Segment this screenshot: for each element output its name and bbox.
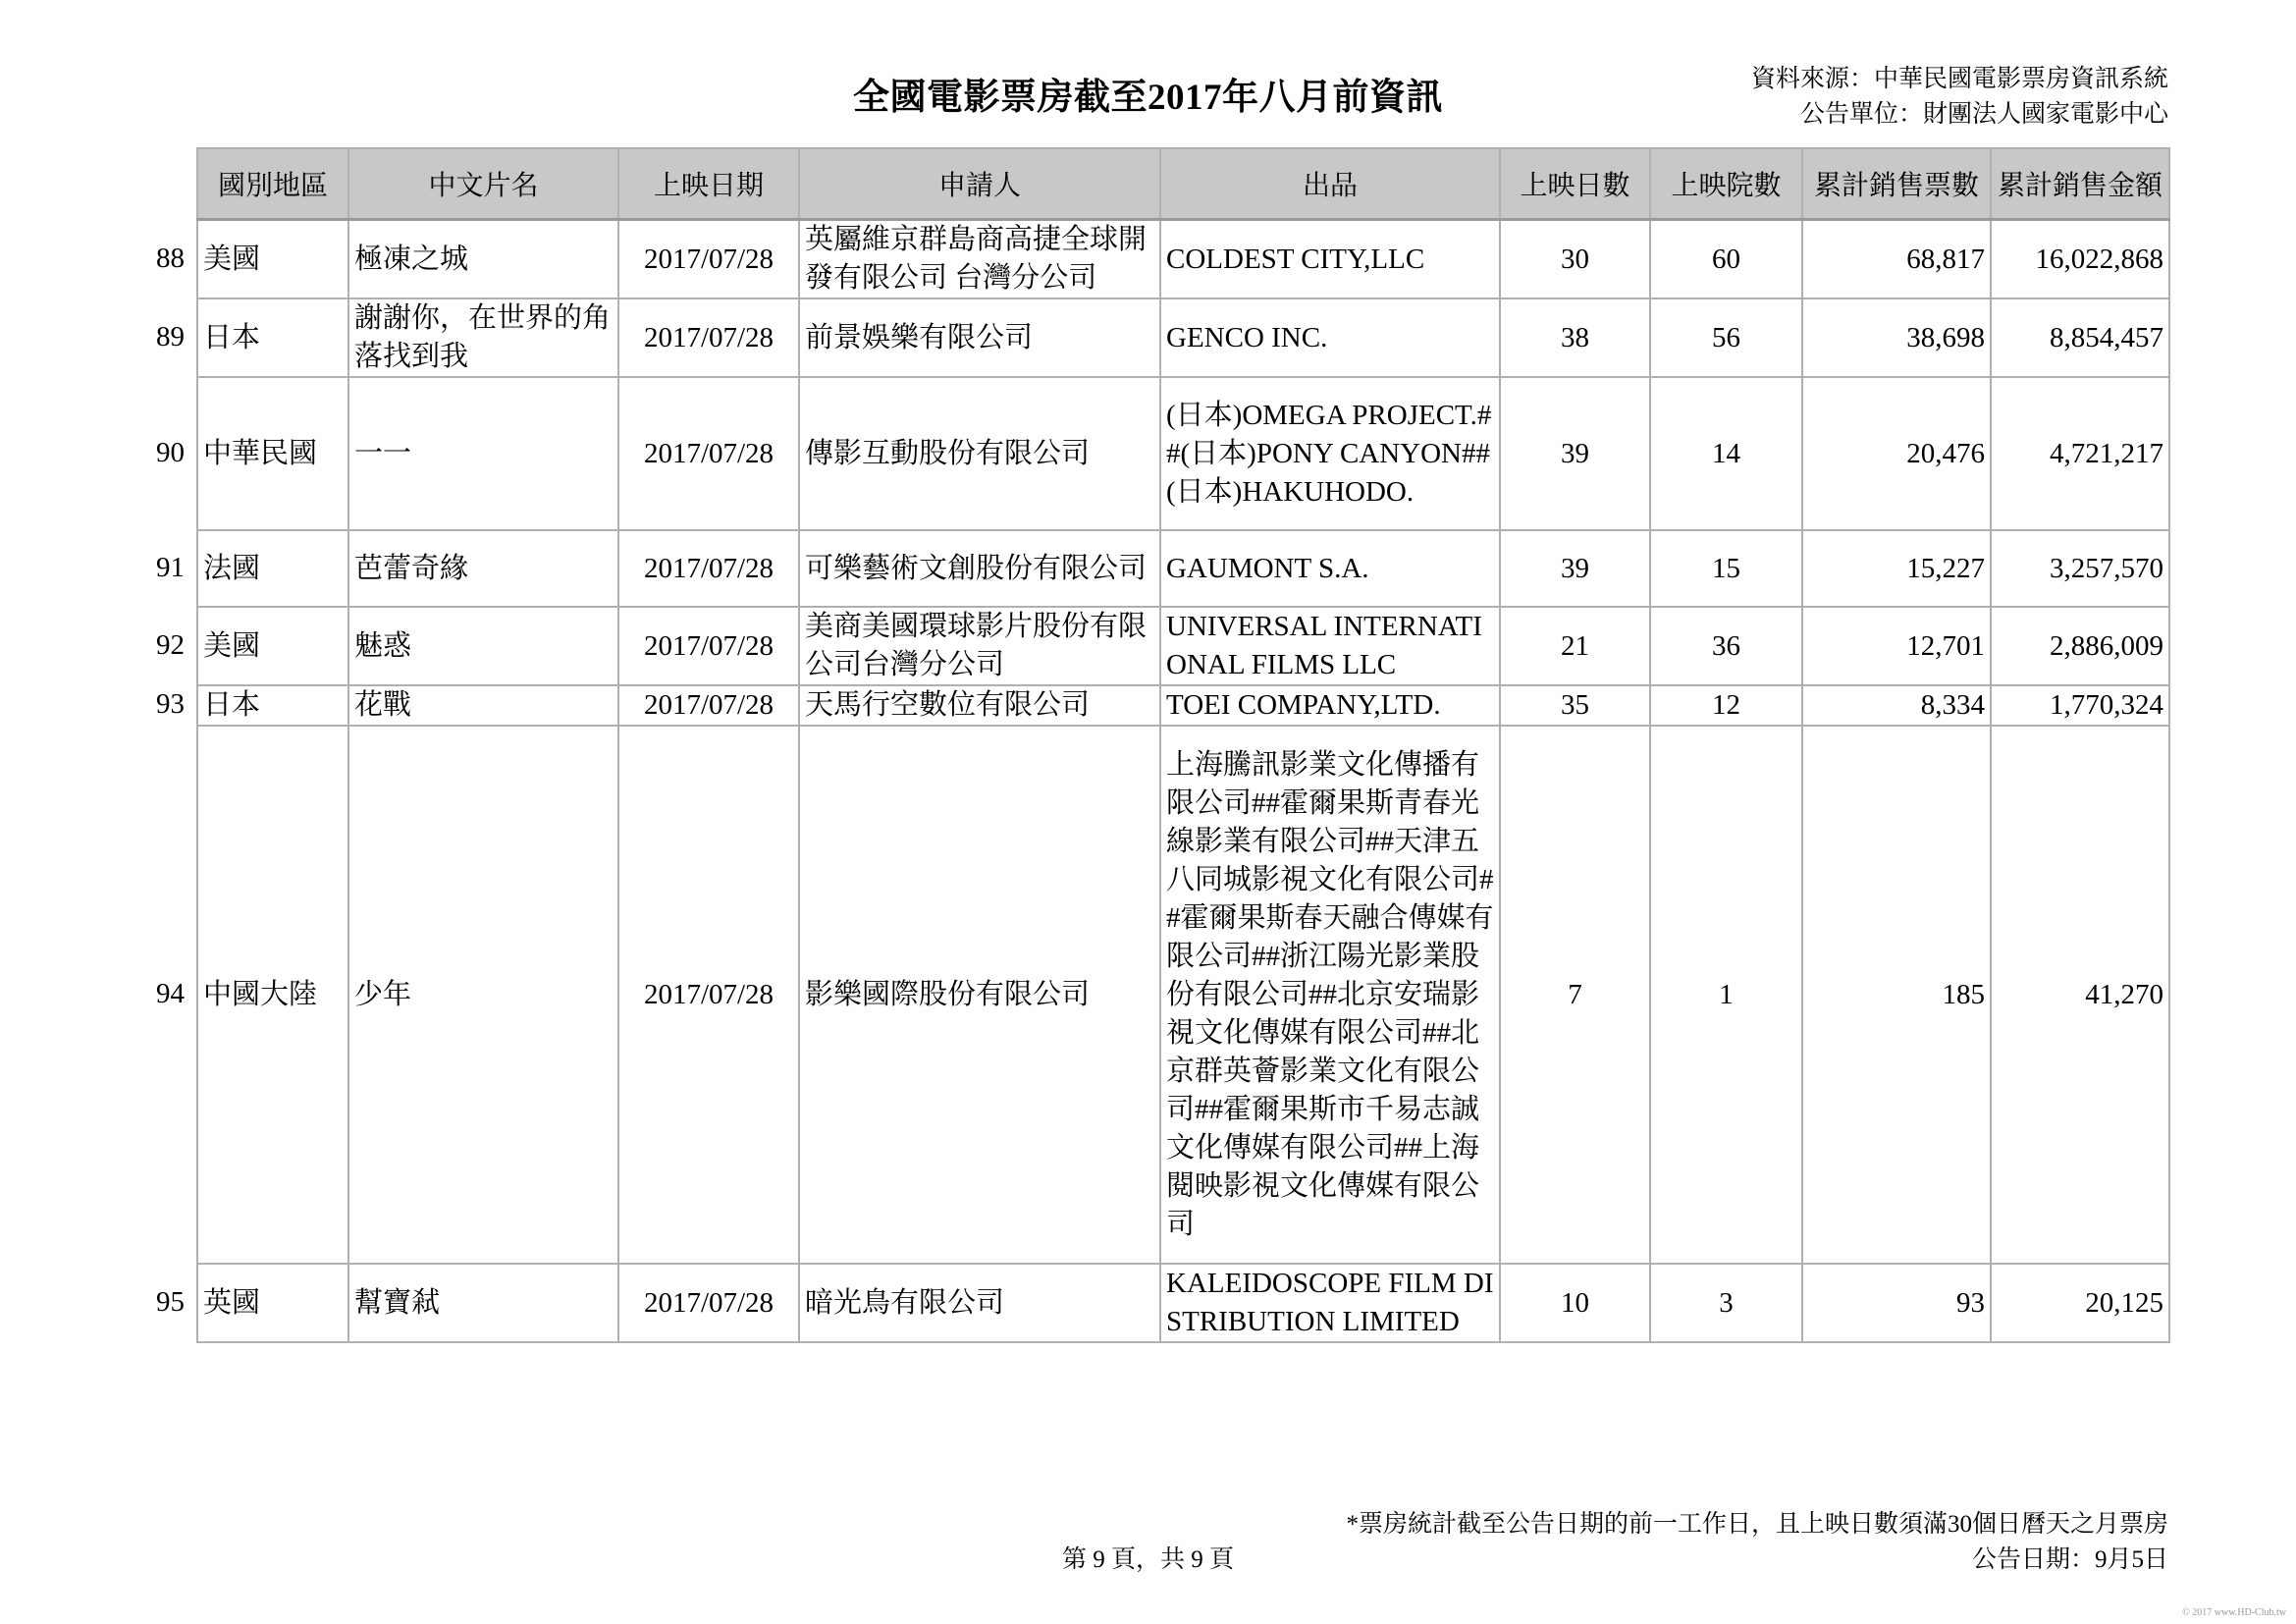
cell-tickets: 93	[1802, 1264, 1991, 1342]
cell-producer: (日本)OMEGA PROJECT.##(日本)PONY CANYON##(日本)HAKUHODO.	[1160, 377, 1500, 530]
cell-date: 2017/07/28	[618, 298, 799, 377]
cell-date: 2017/07/28	[618, 685, 799, 726]
cell-tickets: 185	[1802, 726, 1991, 1264]
cell-title: 魅惑	[348, 607, 618, 685]
row-number: 94	[156, 977, 185, 1009]
cell-revenue: 8,854,457	[1991, 298, 2169, 377]
publisher-line: 公告單位：財團法人國家電影中心	[1799, 101, 2168, 128]
cell-days: 21	[1500, 607, 1650, 685]
cell-region: 法國	[197, 530, 348, 607]
cell-tickets: 38,698	[1802, 298, 1991, 377]
cell-region: 日本	[197, 685, 348, 726]
cell-revenue: 4,721,217	[1991, 377, 2169, 530]
table-row	[197, 530, 2169, 607]
table-row	[197, 1264, 2169, 1342]
col-header: 上映日期	[618, 148, 799, 220]
cell-days: 35	[1500, 685, 1650, 726]
cell-title: 謝謝你，在世界的角落找到我	[348, 298, 618, 377]
cell-tickets: 20,476	[1802, 377, 1991, 530]
cell-region: 美國	[197, 220, 348, 299]
cell-tickets: 8,334	[1802, 685, 1991, 726]
row-number: 90	[156, 436, 185, 468]
source-line: 資料來源：中華民國電影票房資訊系統	[1750, 66, 2168, 92]
cell-date: 2017/07/28	[618, 607, 799, 685]
col-header: 中文片名	[348, 148, 618, 220]
cell-theaters: 14	[1650, 377, 1802, 530]
cell-producer: TOEI COMPANY,LTD.	[1160, 685, 1500, 726]
row-number: 88	[156, 243, 185, 274]
col-header: 上映院數	[1650, 148, 1802, 220]
cell-days: 39	[1500, 377, 1650, 530]
footnote-text: *票房統計截至公告日期的前一工作日，且上映日數須滿30個日曆天之月票房	[1346, 1511, 2168, 1538]
cell-title: 一一	[348, 377, 618, 530]
cell-days: 30	[1500, 220, 1650, 299]
col-header: 累計銷售金額	[1991, 148, 2169, 220]
cell-title: 花戰	[348, 685, 618, 726]
cell-theaters: 12	[1650, 685, 1802, 726]
cell-producer: COLDEST CITY,LLC	[1160, 220, 1500, 299]
cell-region: 中國大陸	[197, 726, 348, 1264]
cell-applicant: 暗光鳥有限公司	[799, 1264, 1160, 1342]
watermark: © 2017 www.HD-Club.tw	[2182, 1607, 2286, 1618]
cell-revenue: 41,270	[1991, 726, 2169, 1264]
row-number: 89	[156, 320, 185, 352]
cell-revenue: 1,770,324	[1991, 685, 2169, 726]
cell-date: 2017/07/28	[618, 377, 799, 530]
row-number: 91	[156, 551, 185, 583]
cell-applicant: 傳影互動股份有限公司	[799, 377, 1160, 530]
col-header: 國別地區	[197, 148, 348, 220]
cell-title: 少年	[348, 726, 618, 1264]
announce-date: 公告日期：9月5日	[1971, 1546, 2168, 1573]
cell-theaters: 56	[1650, 298, 1802, 377]
cell-theaters: 36	[1650, 607, 1802, 685]
cell-date: 2017/07/28	[618, 530, 799, 607]
col-header: 出品	[1160, 148, 1500, 220]
cell-producer: KALEIDOSCOPE FILM DISTRIBUTION LIMITED	[1160, 1264, 1500, 1342]
cell-date: 2017/07/28	[618, 220, 799, 299]
table-row	[197, 685, 2169, 726]
table-row	[197, 220, 2169, 299]
row-number: 92	[156, 628, 185, 661]
cell-date: 2017/07/28	[618, 726, 799, 1264]
cell-title: 幫寶弒	[348, 1264, 618, 1342]
cell-producer: GENCO INC.	[1160, 298, 1500, 377]
cell-producer: UNIVERSAL INTERNATIONAL FILMS LLC	[1160, 607, 1500, 685]
cell-region: 中華民國	[197, 377, 348, 530]
source-info	[1751, 62, 2168, 133]
cell-applicant: 可樂藝術文創股份有限公司	[799, 530, 1160, 607]
table-row	[197, 298, 2169, 377]
cell-producer: GAUMONT S.A.	[1160, 530, 1500, 607]
header-row	[197, 148, 2169, 220]
cell-theaters: 3	[1650, 1264, 1802, 1342]
cell-revenue: 3,257,570	[1991, 530, 2169, 607]
cell-revenue: 20,125	[1991, 1264, 2169, 1342]
cell-revenue: 16,022,868	[1991, 220, 2169, 299]
cell-days: 38	[1500, 298, 1650, 377]
cell-region: 美國	[197, 607, 348, 685]
cell-theaters: 60	[1650, 220, 1802, 299]
cell-applicant: 英屬維京群島商高捷全球開發有限公司 台灣分公司	[799, 220, 1160, 299]
cell-theaters: 15	[1650, 530, 1802, 607]
cell-applicant: 影樂國際股份有限公司	[799, 726, 1160, 1264]
table-row	[197, 607, 2169, 685]
cell-theaters: 1	[1650, 726, 1802, 1264]
cell-applicant: 美商美國環球影片股份有限公司台灣分公司	[799, 607, 1160, 685]
cell-tickets: 68,817	[1802, 220, 1991, 299]
cell-applicant: 天馬行空數位有限公司	[799, 685, 1160, 726]
cell-title: 芭蕾奇緣	[348, 530, 618, 607]
table-row	[197, 377, 2169, 530]
cell-days: 39	[1500, 530, 1650, 607]
cell-date: 2017/07/28	[618, 1264, 799, 1342]
row-number: 93	[156, 688, 185, 720]
cell-producer: 上海騰訊影業文化傳播有限公司##霍爾果斯青春光線影業有限公司##天津五八同城影視文化有限公司##霍爾果斯春天融合傳媒有限公司##浙江陽光影業股份有限公司##北京安瑞影視文化傳媒有限公司##北京群英薈影業文化有限公司##霍爾果斯市千易志誠文化傳媒有限公司##上海閱映影視文化傳媒有限公司	[1160, 726, 1500, 1264]
box-office-table	[196, 147, 2170, 1343]
col-header: 申請人	[799, 148, 1160, 220]
table-row	[197, 726, 2169, 1264]
row-number: 95	[156, 1285, 185, 1318]
page-number: 第 9 頁，共 9 頁	[1061, 1546, 1234, 1573]
cell-title: 極凍之城	[348, 220, 618, 299]
cell-region: 日本	[197, 298, 348, 377]
page-title: 全國電影票房截至2017年八月前資訊	[853, 78, 1443, 118]
cell-tickets: 12,701	[1802, 607, 1991, 685]
cell-tickets: 15,227	[1802, 530, 1991, 607]
cell-revenue: 2,886,009	[1991, 607, 2169, 685]
cell-days: 7	[1500, 726, 1650, 1264]
cell-region: 英國	[197, 1264, 348, 1342]
col-header: 累計銷售票數	[1802, 148, 1991, 220]
col-header: 上映日數	[1500, 148, 1650, 220]
cell-applicant: 前景娛樂有限公司	[799, 298, 1160, 377]
cell-days: 10	[1500, 1264, 1650, 1342]
